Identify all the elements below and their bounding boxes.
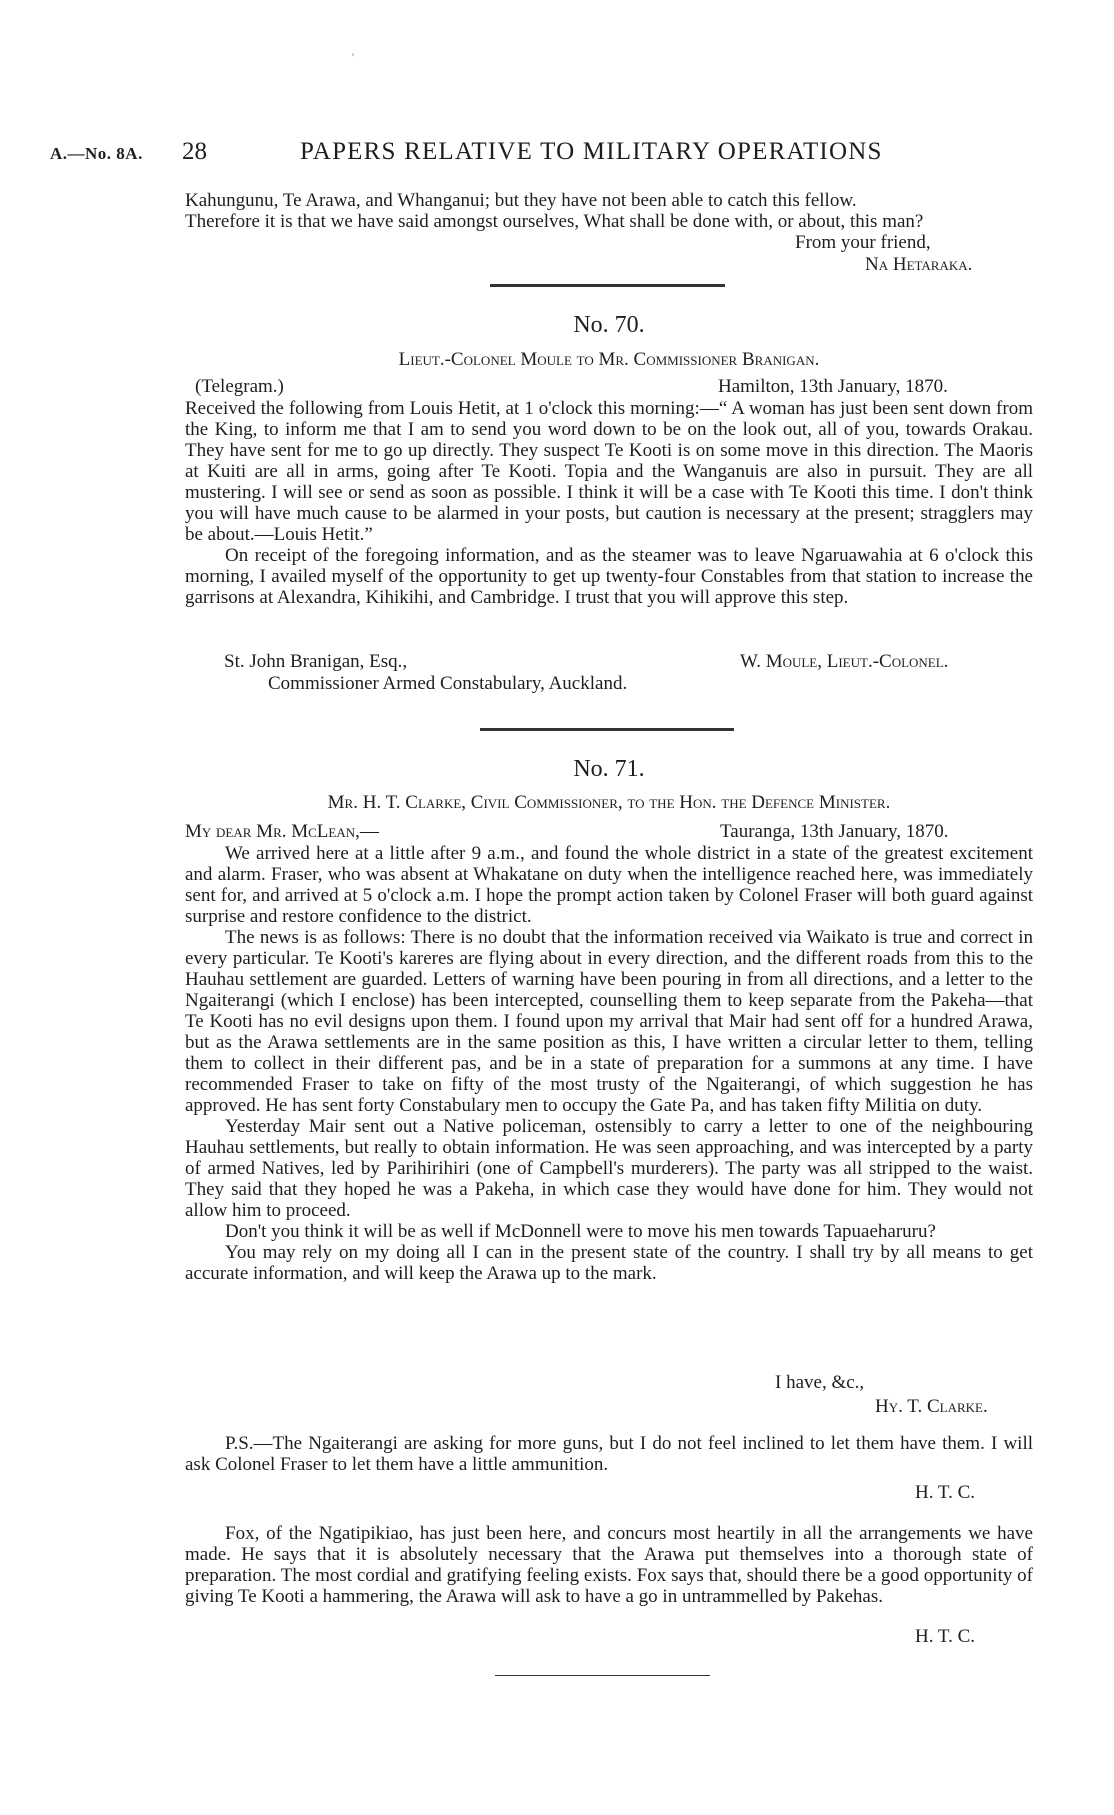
no70-addressee-role: Commissioner Armed Constabulary, Auckland. [268,673,628,694]
no71-salutation: My dear Mr. McLean,— [185,821,379,842]
opening-closing: From your friend, [795,232,931,253]
postscript-text: P.S.—The Ngaiterangi are asking for more guns, but I do not feel inclined to let them have them. I will ask Colonel Fraser to let them have a little ammunition. [185,1433,1033,1475]
section-divider [480,728,734,731]
no71-paragraph: You may rely on my doing all I can in the present state of the country. I shall try by all means to get accurate information, and will keep the Arawa up to the mark. [185,1242,1033,1284]
no70-heading: Lieut.-Colonel Moule to Mr. Commissioner Branigan. [398,349,820,370]
no70-telegram-label: (Telegram.) [195,376,284,397]
stray-mark: ' [352,50,355,64]
no71-heading: Mr. H. T. Clarke, Civil Commissioner, to the Hon. the Defence Minister. [327,792,891,813]
end-rule [495,1675,710,1676]
no70-addressee: St. John Branigan, Esq., [224,651,408,672]
opening-text [185,190,1033,232]
no71-paragraph: Yesterday Mair sent out a Native policeman, ostensibly to carry a letter to one of the neighbouring Hauhau settlements, but really to obtain information. He was seen approaching, and was intercepted by a party of armed Natives, led by Parihirihiri (one of Campbell's murderers). The party was all stripped to the waist. They said that they hoped he was a Pakeha, in which case they would have done for him. They would not allow him to proceed. [185,1116,1033,1221]
fox-note-text: Fox, of the Ngatipikiao, has just been here, and concurs most heartily in all the arrangements we have made. He says that it is absolutely necessary that the Arawa put themselves into a thorough state of preparation. The most cordial and gratifying feeling exists. Fox says that, should there be a good opportunity of giving Te Kooti a hammering, the Arawa will ask to have a go in untrammelled by Pakehas. [185,1523,1033,1607]
no71-paragraph: Don't you think it will be as well if McDonnell were to move his men towards Tapuaeharuru? [225,1221,936,1242]
section-divider [490,284,725,287]
no71-closing: I have, &c., [775,1372,865,1393]
no71-postscript [185,1433,1033,1475]
no71-place-date: Tauranga, 13th January, 1870. [720,821,949,842]
no70-paragraph-1: Received the following from Louis Hetit, at 1 o'clock this morning:—“ A woman has just been sent down from the King, to inform me that I am to send you word down to be on the look out, all of you, towards Orakau. They have sent for me to go up directly. They suspect Te Kooti is on some move in this direction. The Maoris at Kuiti are all in arms, going after Te Kooti. Topia and the Wanganuis are also in pursuit. They are all mustering. I will see or send as soon as possible. I think it will be a case with Te Kooti this time. I don't think you will have much cause to be alarmed in your posts, but caution is necessary at the present; stragglers may be about.—Louis Hetit.” [185,398,1033,545]
no70-body [185,398,1033,608]
opening-signature: Na Hetaraka. [865,254,973,275]
page-number: 28 [182,138,207,165]
no71-paragraph: We arrived here at a little after 9 a.m., and found the whole district in a state of the greatest excitement and alarm. Fraser, who was absent at Whakatane on duty when the intelligence reached here, was immediately sent for, and arrived at 5 o'clock a.m. I hope the prompt action taken by Colonel Fraser will both guard against surprise and restore confidence to the district. [185,843,1033,927]
no71-number: No. 71. [573,756,645,782]
no71-fox-note [185,1523,1033,1607]
paper-reference: A.—No. 8A. [50,144,143,163]
no71-paragraph: The news is as follows: There is no doubt that the information received via Waikato is true and correct in every particular. Te Kooti's kareres are flying about in every direction, and the different roads from this to the Hauhau settlement are guarded. Letters of warning have been pouring in from all directions, and a letter to the Ngaiterangi (which I enclose) has been intercepted, counselling them to keep separate from the Pakeha—that Te Kooti has no evil designs upon them. I found upon my arrival that Mair had sent off for a hundred Arawa, but as the Arawa settlements are in the same position as this, I have written a circular letter to them, telling them to collect in their different pas, and be in a state of preparation for a summons at any time. I have recommended Fraser to take on fifty of the most trusty of the Ngaiterangi, of which suggestion he has approved. He has sent forty Constabulary men to occupy the Gate Pa, and has taken fifty Militia on duty. [185,927,1033,1116]
fox-note-initials: H. T. C. [915,1626,975,1647]
no70-signature: W. Moule, Lieut.-Colonel. [740,651,949,672]
opening-line-2: Therefore it is that we have said amongst ourselves, What shall be done with, or about, this man? [185,211,924,232]
page-header [50,138,1040,174]
no71-signature: Hy. T. Clarke. [875,1396,988,1417]
postscript-initials: H. T. C. [915,1482,975,1503]
opening-line-1: Kahungunu, Te Arawa, and Whanganui; but they have not been able to catch this fellow. [185,190,857,211]
no71-body [185,843,1033,1284]
no70-paragraph-2: On receipt of the foregoing information, and as the steamer was to leave Ngaruawahia at 6 o'clock this morning, I availed myself of the opportunity to get up twenty-four Constables from that station to increase the garrisons at Alexandra, Kihikihi, and Cambridge. I trust that you will approve this step. [185,545,1033,608]
no70-place-date: Hamilton, 13th January, 1870. [718,376,948,397]
no70-number: No. 70. [573,312,645,338]
running-title: PAPERS RELATIVE TO MILITARY OPERATIONS [300,138,883,165]
